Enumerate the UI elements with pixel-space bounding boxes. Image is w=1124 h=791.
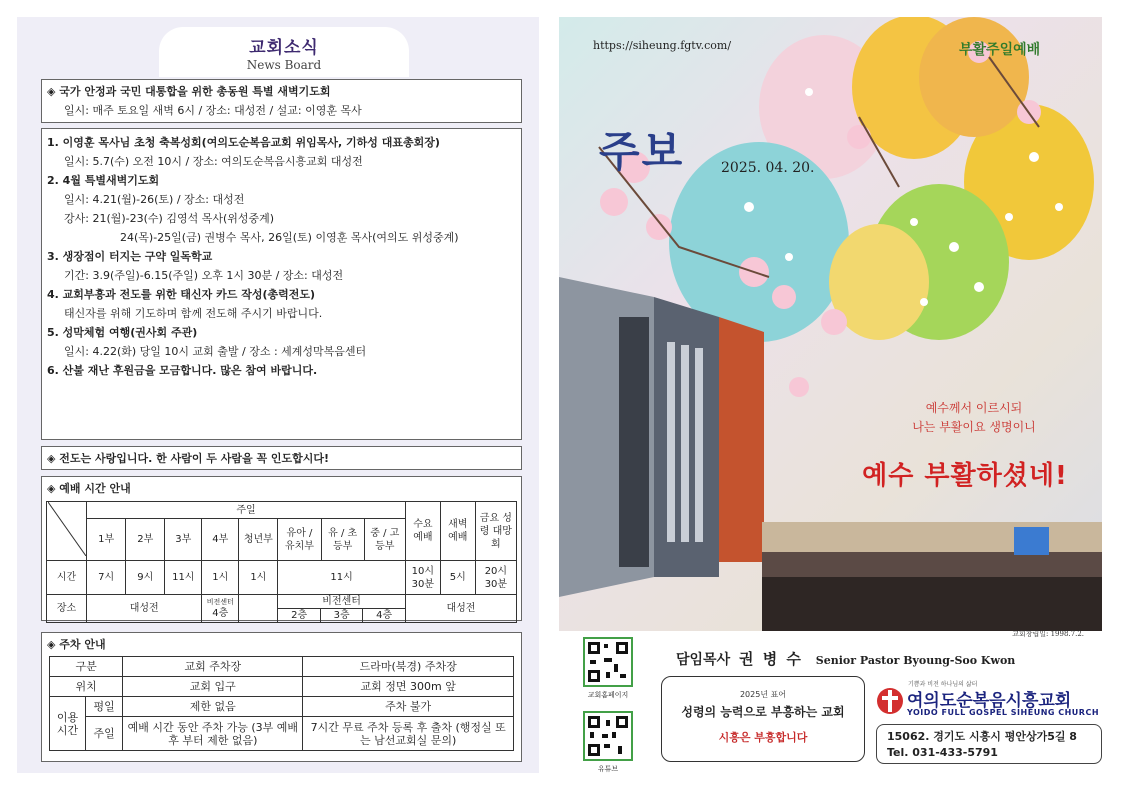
news-board-header xyxy=(159,27,409,77)
vision-floors xyxy=(278,609,405,622)
prayer-detail: 일시: 매주 토요일 새벽 6시 / 장소: 대성전 / 설교: 이영훈 목사 xyxy=(64,104,362,117)
parking-heading: ◈ 주차 안내 xyxy=(47,638,106,651)
youtube-qr-label: 유튜브 xyxy=(597,765,619,773)
place-label: 장소 xyxy=(47,595,87,623)
prayer-heading: ◈ 국가 안정과 국민 대통합을 위한 총동원 특별 새벽기도회 xyxy=(47,85,331,98)
service-kids-a: 유아 / 유치부 xyxy=(278,519,321,561)
dawn-time: 5시 xyxy=(440,561,475,595)
church-motto-box xyxy=(661,676,865,762)
fri-time: 20시 30분 xyxy=(475,561,516,595)
place-vision-center xyxy=(278,595,406,623)
diagonal-line xyxy=(48,502,86,556)
pastor-name: 권 병 수 xyxy=(738,650,803,668)
vision-small-label: 비전센터 xyxy=(206,597,234,606)
church-logo xyxy=(876,678,1102,724)
announcement-title: 1. 이영훈 목사님 초청 축복성회(여의도순복음교회 위임목사, 기하성 대표총회장) xyxy=(47,136,440,149)
evangelism-box xyxy=(41,446,522,470)
announcement-title: 3. 생장점이 터지는 구약 일독학교 xyxy=(47,250,213,263)
worship-times-box xyxy=(41,476,522,621)
announcements-box xyxy=(41,128,522,440)
bulletin-title: 주보 xyxy=(599,127,685,176)
floor-4: 4층 xyxy=(376,610,393,621)
wed-time: 10시 30분 xyxy=(405,561,440,595)
service-kids-c: 중 / 고등부 xyxy=(364,519,405,561)
logo-slogan: 기쁨과 비전 하나님의 삶터 xyxy=(908,681,978,688)
parking-col-type: 구분 xyxy=(50,657,123,677)
motto-line-1: 성령의 능력으로 부흥하는 교회 xyxy=(681,705,845,719)
church-weekday: 제한 없음 xyxy=(123,697,303,717)
drama-location: 교회 정면 300m 앞 xyxy=(303,677,514,697)
worship-heading: ◈ 예배 시간 안내 xyxy=(47,482,131,495)
church-sunday: 예배 시간 동안 주차 가능 (3부 예배 후 부터 제한 없음) xyxy=(123,717,303,751)
cover-illustration xyxy=(559,17,1102,631)
youtube-qr-code[interactable] xyxy=(583,711,633,761)
time-value: 9시 xyxy=(126,561,165,595)
announcement-title: 4. 교회부흥과 전도를 위한 태신자 카드 작성(총력전도) xyxy=(47,288,316,301)
youth-time: 11시 xyxy=(278,561,406,595)
vision-4f-label: 4층 xyxy=(212,607,229,619)
announcement-line: 강사: 21(월)-23(수) 김영석 목사(위성중계) xyxy=(64,212,275,225)
bulletin-date: 2025. 04. 20. xyxy=(721,160,815,176)
sunday-header: 주일 xyxy=(87,502,406,519)
service-kids-b: 유 / 초등부 xyxy=(321,519,364,561)
vision-center-label: 비전센터 xyxy=(278,595,405,609)
announcement-title: 6. 산불 재난 후원금을 모금합니다. 많은 참여 바랍니다. xyxy=(47,364,318,377)
announcement-title: 5. 성막체험 여행(권사회 주관) xyxy=(47,326,198,339)
logo-english-name: YOIDO FULL GOSPEL SIHEUNG CHURCH xyxy=(907,708,1100,717)
dawn-header: 새벽 예배 xyxy=(440,502,475,561)
parking-table xyxy=(49,656,514,751)
service-3: 3부 xyxy=(165,519,202,561)
scripture-verse xyxy=(849,399,1099,437)
drama-weekday: 주차 불가 xyxy=(303,697,514,717)
parking-usage-time: 이용 시간 xyxy=(50,697,86,751)
announcement-line: 일시: 5.7(수) 오전 10시 / 장소: 여의도순복음시흥교회 대성전 xyxy=(64,155,363,168)
verse-line-1: 예수께서 이르시되 xyxy=(925,401,1023,415)
motto-year: 2025년 표어 xyxy=(739,690,787,699)
church-location: 교회 입구 xyxy=(123,677,303,697)
time-value: 11시 xyxy=(165,561,202,595)
place-vision-4f xyxy=(202,595,239,623)
pastor-role: 담임목사 xyxy=(676,652,731,668)
cover-page xyxy=(559,17,1102,631)
motto-line-2: 시흥은 부흥합니다 xyxy=(718,731,808,744)
news-board-title: 교회소식 xyxy=(249,38,319,58)
news-board-page xyxy=(17,17,539,773)
fri-header: 금요 성령 대망회 xyxy=(475,502,516,561)
announcement-line: 일시: 4.22(화) 당일 10시 교회 출발 / 장소 : 세계성막복음센터 xyxy=(64,345,367,358)
time-value: 7시 xyxy=(87,561,126,595)
announcement-line: 24(목)-25일(금) 권병수 목사, 26일(토) 이영훈 목사(여의도 위성중계) xyxy=(120,231,459,244)
parking-box xyxy=(41,632,522,762)
evangelism-text: ◈ 전도는 사랑입니다. 한 사람이 두 사람을 꼭 인도합시다! xyxy=(47,452,330,465)
verse-line-2: 나는 부활이요 생명이니 xyxy=(912,420,1036,434)
service-4: 4부 xyxy=(202,519,239,561)
service-1: 1부 xyxy=(87,519,126,561)
place-main-hall: 대성전 xyxy=(87,595,202,623)
parking-col-drama: 드라마(북경) 주차장 xyxy=(303,657,514,677)
pastor-info xyxy=(676,648,1015,669)
prayer-meeting-box xyxy=(41,79,522,123)
qr-code-icon xyxy=(585,713,631,759)
church-emblem-icon xyxy=(876,682,904,720)
announcement-title: 2. 4월 특별새벽기도회 xyxy=(47,174,160,187)
worship-table xyxy=(46,501,517,623)
orange-egg xyxy=(919,17,1029,137)
church-address xyxy=(876,724,1102,764)
founding-date: 교회창립일: 1998.7.2. xyxy=(1012,630,1084,638)
parking-row-location: 위치 xyxy=(50,677,123,697)
floor-2: 2층 xyxy=(278,609,321,622)
service-youth: 청년부 xyxy=(239,519,278,561)
drama-sunday: 7시간 무료 주차 등록 후 출차 (행정실 또는 남선교회실 문의) xyxy=(303,717,514,751)
address-line: 15062. 경기도 시흥시 평안상가5길 8 xyxy=(887,730,1077,743)
wed-header: 수요 예배 xyxy=(405,502,440,561)
service-2: 2부 xyxy=(126,519,165,561)
homepage-qr-label: 교회홈페이지 xyxy=(587,691,629,699)
parking-sunday: 주일 xyxy=(86,717,123,751)
homepage-qr-code[interactable] xyxy=(583,637,633,687)
time-value: 1시 xyxy=(239,561,278,595)
announcement-line: 일시: 4.21(월)-26(토) / 장소: 대성전 xyxy=(64,193,245,206)
logo-korean-name: 여의도순복음시흥교회 xyxy=(907,691,1072,711)
phone-number: Tel. 031-433-5791 xyxy=(887,746,998,759)
news-board-subtitle: News Board xyxy=(246,58,322,72)
parking-weekday: 평일 xyxy=(86,697,123,717)
time-value: 1시 xyxy=(202,561,239,595)
place-empty xyxy=(239,595,278,623)
easter-service-label: 부활주일예배 xyxy=(959,42,1041,58)
announcement-line: 태신자를 위해 기도하며 함께 전도해 주시기 바랍니다. xyxy=(64,307,323,320)
table-corner xyxy=(47,502,87,561)
church-url[interactable]: https://siheung.fgtv.com/ xyxy=(593,39,732,52)
announcement-line: 기간: 3.9(주일)-6.15(주일) 오후 1시 30분 / 장소: 대성전 xyxy=(64,269,344,282)
parking-col-church: 교회 주차장 xyxy=(123,657,303,677)
pastor-english: Senior Pastor Byoung-Soo Kwon xyxy=(815,654,1016,667)
qr-code-icon xyxy=(585,639,631,685)
time-label: 시간 xyxy=(47,561,87,595)
floor-3: 3층 xyxy=(321,609,364,622)
place-main-hall-right: 대성전 xyxy=(405,595,516,623)
cover-headline: 예수 부활하셨네! xyxy=(862,461,1068,491)
